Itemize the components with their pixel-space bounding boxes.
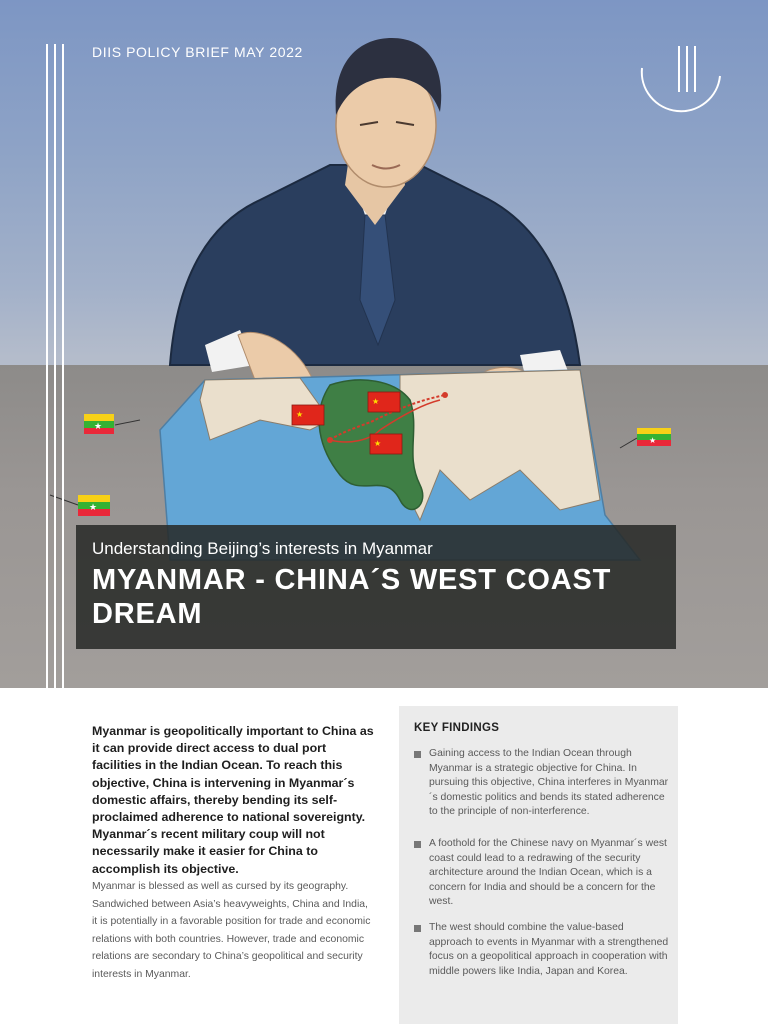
china-flag-2	[368, 392, 400, 412]
key-findings-title: KEY FINDINGS	[414, 722, 500, 734]
key-finding-item	[414, 837, 669, 910]
svg-text:★: ★	[649, 436, 657, 445]
square-bullet-icon	[414, 841, 421, 848]
china-flag-1	[292, 405, 324, 425]
body-paragraph: Myanmar is blessed as well as cursed by its geography. Sandwiched between Asia’s heavyweights, China and India, it is potentially in a favorable position for trade and economic relations with both countries. However, trade and economic relations are secondary to China’s geopolitical and security interests in Myanmar.	[92, 881, 371, 980]
china-flag-3	[370, 434, 402, 454]
svg-text:★: ★	[372, 397, 380, 406]
key-findings-box	[399, 706, 678, 1024]
cover-title: MYANMAR - CHINA´S WEST COAST DREAM	[92, 564, 612, 630]
key-finding-item	[414, 747, 669, 820]
key-finding-item	[414, 921, 669, 979]
square-bullet-icon	[414, 751, 421, 758]
cover-subtitle: Understanding Beijing’s interests in Myanmar	[92, 539, 433, 558]
title-band	[76, 525, 676, 649]
key-finding-text: The west should combine the value-based approach to events in Myanmar with a strengthened focus on a geopolitical approach in cooperation with middle powers like India, Japan and Korea.	[429, 922, 669, 977]
myanmar-flag-1	[84, 414, 140, 434]
svg-text:★: ★	[374, 439, 382, 448]
square-bullet-icon	[414, 925, 421, 932]
svg-text:★: ★	[89, 503, 98, 513]
decorative-vertical-lines	[44, 44, 64, 688]
diis-logo-icon	[636, 40, 726, 120]
myanmar-flag-3	[620, 428, 671, 448]
key-finding-text: Gaining access to the Indian Ocean through Myanmar is a strategic objective for China. In pursuing this objective, China interferes in Myanmar´s domestic politics and bends its stated adherence to the principle of non-interference.	[429, 748, 669, 818]
svg-text:★: ★	[94, 422, 103, 432]
lead-paragraph: Myanmar is geopolitically important to China as it can provide direct access to dual port facilities in the Indian Ocean. To reach this objective, China is intervening in Myanmar´s domestic affairs, thereby bending its self-proclaimed adherence to national sovereignty. Myanmar´s recent military coup will not necessarily make it easier for China to accomplish its objective.	[92, 724, 374, 876]
svg-text:★: ★	[296, 410, 304, 419]
policy-brief-label: DIIS POLICY BRIEF MAY 2022	[92, 44, 303, 60]
key-finding-text: A foothold for the Chinese navy on Myanmar´s west coast could lead to a redrawing of the security architecture around the Indian Ocean, which is a concern for India and should be a concern for the west.	[429, 838, 667, 908]
